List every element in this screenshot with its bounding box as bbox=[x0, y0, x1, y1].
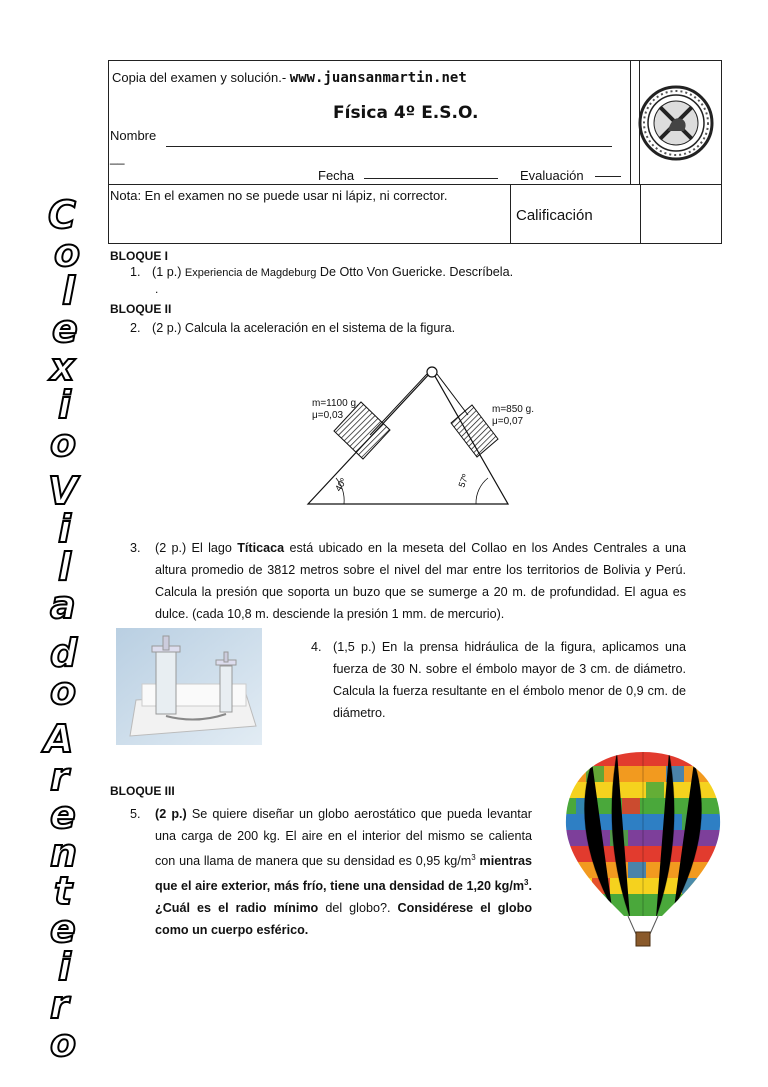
left-mass-label bbox=[312, 398, 359, 422]
side-letter: a bbox=[50, 583, 76, 627]
copy-line bbox=[112, 70, 467, 86]
nota-text: Nota: En el examen no se puede usar ni lápiz, ni corrector. bbox=[110, 188, 448, 203]
superscript: 3 bbox=[524, 878, 529, 888]
side-letter: x bbox=[50, 345, 75, 389]
angle-right: 57º bbox=[456, 472, 471, 489]
question-text: está ubicado en la meseta del Collao en los Andes Centrales a una altura promedio de 3812 metros sobre el nivel del mar entre los territorios de Bolivia y Perú. Calcula la presión que soporta un buzo que se sumerge a 20 m. de profundidad. El agua es dulce. (cada 10,8 m. desciende la presión 1 mm. de mercurio). bbox=[155, 541, 687, 621]
question-number: 1. bbox=[130, 265, 141, 279]
side-letter: o bbox=[50, 421, 77, 465]
left-mass: m=1100 g. bbox=[312, 398, 359, 409]
hot-air-balloon-image bbox=[562, 748, 724, 952]
superscript: 3 bbox=[471, 853, 476, 862]
site-link[interactable]: www.juansanmartin.net bbox=[289, 70, 467, 86]
side-letter: i bbox=[58, 945, 72, 989]
question-5 bbox=[130, 803, 532, 941]
right-block bbox=[451, 405, 498, 457]
dot: . bbox=[155, 282, 159, 296]
logo-box bbox=[630, 60, 722, 185]
side-letter: e bbox=[50, 793, 76, 837]
question-3 bbox=[130, 537, 686, 625]
school-seal-icon bbox=[631, 61, 721, 184]
question-text: Considérese el globo como un cuerpo esférico. bbox=[155, 901, 533, 938]
question-text: Experiencia de Magdeburg bbox=[184, 267, 317, 279]
pulley-icon bbox=[427, 367, 437, 377]
question-number: 5. bbox=[130, 807, 141, 821]
rope bbox=[437, 374, 468, 415]
divider bbox=[510, 184, 511, 244]
side-letter: e bbox=[52, 307, 78, 351]
side-letter: C bbox=[48, 193, 76, 237]
question-text: (1,5 p.) En la prensa hidráulica de la figura, aplicamos una fuerza de 30 N. sobre el émbolo mayor de 3 cm. de diámetro. Calcula la fuerza resultante en el émbolo menor de 0,9 cm. de diámetro. bbox=[333, 640, 686, 720]
hydraulic-press-photo bbox=[116, 628, 262, 745]
right-mass: m=850 g. bbox=[492, 404, 534, 415]
bloque-heading: BLOQUE II bbox=[110, 302, 172, 316]
question-4 bbox=[311, 636, 686, 724]
side-letter: i bbox=[58, 507, 72, 551]
question-text: De Otto Von Guericke. Descríbela. bbox=[316, 265, 514, 279]
side-letter: t bbox=[54, 869, 73, 913]
side-letter: r bbox=[50, 983, 69, 1027]
side-letter: n bbox=[50, 831, 78, 875]
side-letter: e bbox=[50, 907, 76, 951]
question-keyword: Títicaca bbox=[237, 541, 285, 555]
left-mu: μ=0,03 bbox=[312, 410, 344, 421]
calificacion-label: Calificación bbox=[516, 207, 593, 224]
page-title: Física 4º E.S.O. bbox=[333, 103, 479, 123]
nombre-label: Nombre bbox=[110, 128, 157, 143]
right-mass-label bbox=[492, 404, 534, 428]
angle-left: 40º bbox=[333, 476, 349, 493]
question-points: (1 p.) bbox=[152, 265, 185, 279]
side-letter: l bbox=[62, 269, 76, 313]
question-number: 4. bbox=[311, 640, 322, 654]
divider bbox=[640, 184, 641, 244]
side-letter: o bbox=[54, 231, 81, 275]
side-letter: i bbox=[58, 383, 72, 427]
evaluacion-label: Evaluación bbox=[520, 168, 584, 183]
question-text: Se quiere diseñar un globo aerostático que pueda levantar una carga de 200 kg. El aire en el interior del mismo se calienta con una llama de manera que su densidad es 0,95 kg/m bbox=[155, 807, 532, 869]
nombre-field[interactable] bbox=[166, 146, 612, 147]
side-letter: A bbox=[44, 717, 74, 761]
question-2 bbox=[130, 321, 455, 335]
side-letter: l bbox=[58, 545, 72, 589]
question-text: . ¿Cuál es el radio mínimo bbox=[155, 879, 532, 916]
question-text: mientras que el aire exterior, más frío, tiene una densidad de 1,20 kg/m bbox=[155, 854, 532, 894]
right-mu: μ=0,07 bbox=[492, 416, 524, 427]
evaluacion-field[interactable] bbox=[595, 176, 621, 177]
question-points: (2 p.) bbox=[155, 807, 187, 821]
side-letter: o bbox=[50, 1021, 77, 1065]
bloque-heading: BLOQUE I bbox=[110, 249, 169, 263]
copy-text: Copia del examen y solución.- bbox=[112, 70, 290, 85]
fecha-label: Fecha bbox=[318, 168, 355, 183]
fecha-field[interactable] bbox=[364, 178, 498, 179]
side-letter: o bbox=[50, 669, 77, 713]
bloque-heading: BLOQUE III bbox=[110, 784, 175, 798]
question-text: del globo?. bbox=[318, 901, 398, 916]
side-letter: V bbox=[48, 469, 78, 513]
side-title bbox=[44, 193, 94, 1065]
side-letter: r bbox=[50, 755, 69, 799]
question-1 bbox=[130, 265, 513, 279]
dash: __ bbox=[110, 150, 125, 165]
side-letter: d bbox=[50, 631, 78, 675]
question-text: (2 p.) Calcula la aceleración en el sistema de la figura. bbox=[152, 321, 456, 335]
question-text: (2 p.) El lago bbox=[155, 541, 238, 555]
question-number: 2. bbox=[130, 321, 141, 335]
question-number: 3. bbox=[130, 541, 141, 555]
inclined-plane-figure bbox=[300, 360, 520, 510]
